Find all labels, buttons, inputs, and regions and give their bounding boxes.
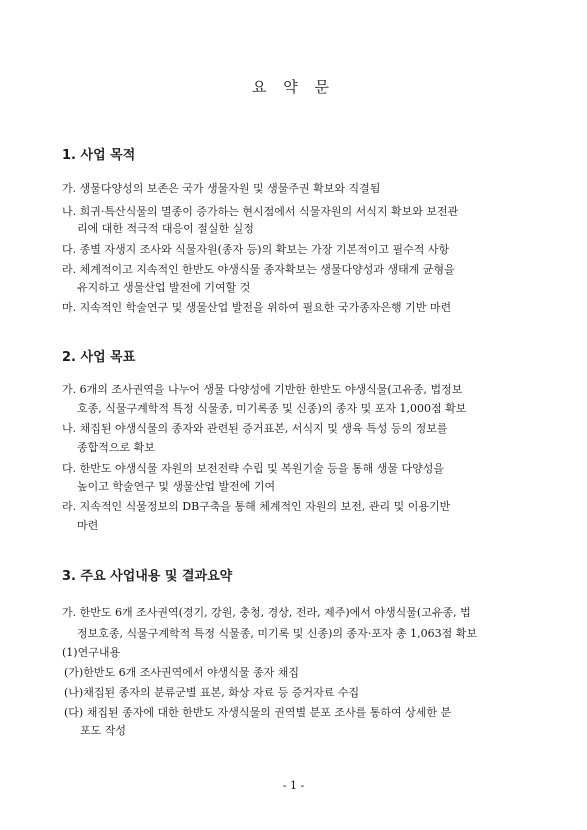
purpose-line: 리에 대한 적극적 대응이 절실한 실정	[77, 222, 254, 235]
results-line: 정보호종, 식물구계학적 특정 식물종, 미기록 및 신종)의 종자·포자 총 1,063점 확보	[77, 627, 478, 640]
goals-line: 마련	[77, 519, 99, 532]
goals-line: 호종, 식물구계학적 특정 식물종, 미기록종 및 신종)의 종자 및 포자 1,000점 확보	[77, 402, 467, 415]
purpose-line: 마. 지속적인 학술연구 및 생물산업 발전을 위하여 필요한 국가종자은행 기반 마련	[62, 301, 452, 314]
goals-line: 라. 지속적인 식물정보의 DB구축을 통해 체계적인 자원의 보전, 관리 및 이용기반	[62, 500, 451, 513]
results-line: (1)연구내용	[62, 646, 121, 659]
purpose-line: 라. 체계적이고 지속적인 한반도 야생식물 종자확보는 생물다양성과 생태계 균형을	[62, 263, 455, 276]
goals-line: 가. 6개의 조사권역을 나누어 생물 다양성에 기반한 한반도 야생식물(고유종, 법정보	[62, 383, 463, 396]
section-heading-results: 3. 주요 사업내용 및 결과요약	[62, 569, 233, 584]
goals-line: 다. 한반도 야생식물 자원의 보전전략 수립 및 복원기술 등을 통해 생물 다양성을	[62, 462, 444, 475]
section-heading-purpose: 1. 사업 목적	[62, 148, 136, 163]
goals-line: 종합적으로 확보	[77, 441, 155, 454]
goals-line: 나. 채집된 야생식물의 종자와 관련된 증거표본, 서식지 및 생육 특성 등의 정보를	[62, 422, 448, 435]
purpose-line: 가. 생물다양성의 보존은 국가 생물자원 및 생물주권 확보와 직결됨	[62, 182, 381, 195]
goals-line: 높이고 학술연구 및 생물산업 발전에 기여	[77, 480, 276, 493]
results-line: (다) 채집된 종자에 대한 한반도 자생식물의 권역별 분포 조사를 통하여 상세한 분	[64, 706, 452, 719]
results-line: (가)한반도 6개 조사권역에서 야생식물 종자 채집	[64, 666, 299, 679]
results-line: 가. 한반도 6개 조사권역(경기, 강원, 충청, 경상, 전라, 제주)에서 야생식물(고유종, 법	[62, 606, 471, 619]
results-line: 포도 작성	[80, 724, 127, 737]
results-line: (나)채집된 종자의 분류군별 표본, 화상 자료 등 증거자료 수집	[64, 686, 360, 699]
page-number: - 1 -	[282, 779, 305, 792]
purpose-line: 나. 희귀·특산식물의 멸종이 증가하는 현시점에서 식물자원의 서식지 확보와 보전관	[62, 205, 459, 218]
section-heading-goals: 2. 사업 목표	[62, 350, 136, 365]
purpose-line: 유지하고 생물산업 발전에 기여할 것	[77, 281, 251, 294]
purpose-line: 다. 종별 자생지 조사와 식물자원(종자 등)의 확보는 가장 기본적이고 필수적 사항	[62, 243, 450, 256]
page-title: 요 약 문	[251, 78, 335, 96]
